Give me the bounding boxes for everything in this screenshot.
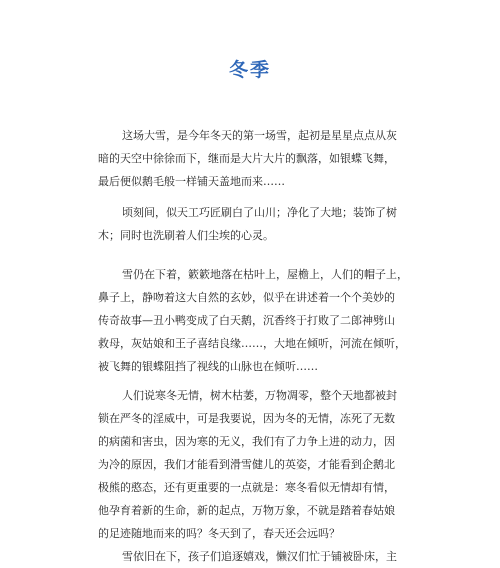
paragraph-line: 最后便似鹅毛般一样铺天盖地而来…… <box>98 175 285 188</box>
paragraph-line: 的病菌和害虫，因为寒的无义，我们有了力争上进的动力，因 <box>98 435 395 448</box>
paragraph-line: 雪依旧在下，孩子们追逐嬉戏，懒汉们忙于铺被卧床，主 <box>122 550 397 563</box>
paragraph-line: 雪仍在下着，簌簌地落在枯叶上，屋檐上，人们的帽子上， <box>122 268 408 281</box>
paragraph-line: 他孕育着新的生命，新的起点，万物万象，不就是踏着春姑娘 <box>98 504 395 517</box>
paragraph-line: 人们说寒冬无情，树木枯萎，万物凋零，整个天地都被封 <box>122 389 397 402</box>
paragraph-3 <box>98 263 410 378</box>
paragraph-4 <box>98 384 410 545</box>
document-title: 冬季 <box>228 59 271 81</box>
paragraph-line: 救母，灰姑娘和王子喜结良缘……，大地在倾听，河流在倾听， <box>98 337 406 350</box>
paragraph-line: 锁在严冬的淫威中，可是我要说，因为冬的无情，冻死了无数 <box>98 412 395 425</box>
paragraph-line: 极熊的憨态，还有更重要的一点就是：寒冬看似无情却有情， <box>98 481 395 494</box>
paragraph-line: 顷刻间，似天工巧匠刷白了山川；净化了大地；装饰了树 <box>122 206 397 219</box>
paragraph-line: 的足迹随地而来的吗？冬天到了，春天还会远吗？ <box>98 527 340 540</box>
paragraph-line: 暗的天空中徐徐而下，继而是大片大片的飘落，如银蝶飞舞， <box>98 152 395 165</box>
paragraph-line: 这场大雪，是今年冬天的第一场雪，起初是星星点点从灰 <box>122 129 397 142</box>
paragraph-line: 木；同时也洗刷着人们尘埃的心灵。 <box>98 229 274 242</box>
paragraph-line: 为冷的原因，我们才能看到滑雪健儿的英姿，才能看到企鹅北 <box>98 458 395 471</box>
paragraph-1 <box>98 124 410 193</box>
paragraph-line: 鼻子上，静吻着这大自然的玄妙，似乎在讲述着一个个美妙的 <box>98 291 395 304</box>
paragraph-line: 被飞舞的银蝶阻挡了视线的山脉也在倾听…… <box>98 360 318 373</box>
paragraph-2 <box>98 201 410 247</box>
paragraph-line: 传奇故事—丑小鸭变成了白天鹅，沉香终于打败了二郎神劈山 <box>98 314 395 327</box>
